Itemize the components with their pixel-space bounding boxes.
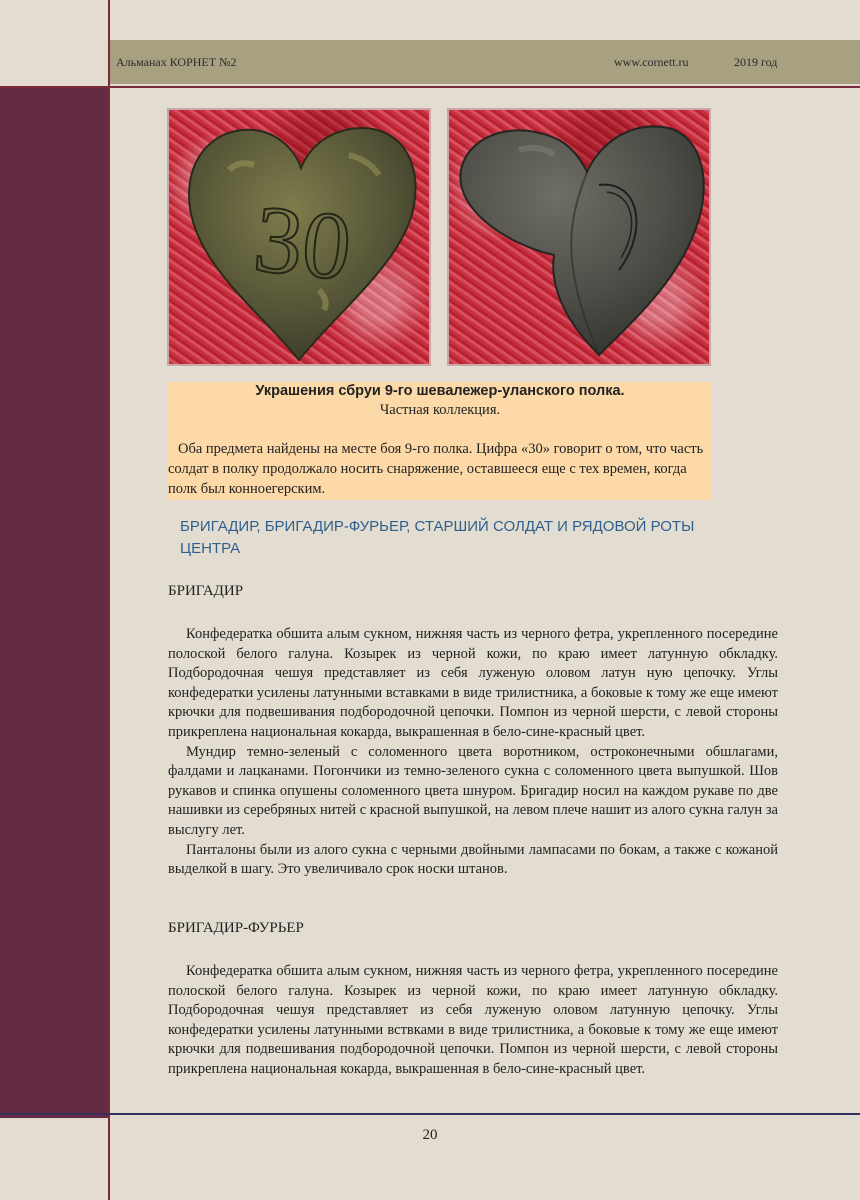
photo-heart-medallion-30 [167, 108, 431, 366]
paragraph: Конфедератка обшита алым сукном, нижняя часть из черного фетра, укрепленного посередине полоской белого галуна. Козырек из черной кожи, по краю имеет латунную обкладку. Подбородочная чешуя представляет из себя луженую оловом латунную цепочку. Углы конфедератки усилены латунными вствками в виде трилистника, а боковые к тому же еще имеют крючки для подвешивания подбородочной цепочки. Помпон из черной шерсти, с левой стороны прикреплена национальная кокарда, выкрашенная в бело-сине-красный цвет. [168, 963, 778, 1077]
section-title: БРИГАДИР, БРИГАДИР-ФУРЬЕР, СТАРШИЙ СОЛДАТ И РЯДОВОЙ РОТЫ ЦЕНТРА [180, 518, 695, 557]
photo-heart-medallion-crescent [447, 108, 711, 366]
header-divider [0, 86, 860, 88]
page-number: 20 [422, 1127, 438, 1143]
caption-body: Оба предмета найдены на месте боя 9-го полка. Цифра «30» говорит о том, что часть солдат в полку продолжало носить снаряжение, оставшееся еще с тех времен, когда полк был конноегерским. [168, 441, 704, 497]
sidebar-band [0, 88, 110, 1118]
header-year: 2019 год [734, 55, 778, 69]
caption-subtitle: Частная коллекция. [379, 402, 501, 418]
site-url[interactable]: www.cornett.ru [614, 55, 689, 69]
brigadier-text [168, 625, 778, 880]
photo-caption [168, 382, 712, 500]
caption-title: Украшения сбруи 9-го шевалежер-уланского полка. [255, 383, 625, 399]
paragraph: Конфедератка обшита алым сукном, нижняя часть из черного фетра, укрепленного посередине полоской белого галуна. Козырек из черной кожи, по краю имеет латунную обкладку. Подбородочная чешуя представляет из себя луженую оловом латун ную цепочку. Углы конфедератки усилены латунными вставками в виде трилистника, а боковые к тому же еще имеют крючки для подвешивания подбородочной цепочки. Помпон из черной шерсти, с левой стороны прикреплена национальная кокарда, выкрашенная в бело-сине-красный цвет. [168, 626, 778, 740]
almanac-title: Альманах КОРНЕТ №2 [116, 55, 237, 69]
heading-brigadier-fourrier: БРИГАДИР-ФУРЬЕР [168, 920, 304, 936]
heading-brigadier: БРИГАДИР [168, 583, 244, 599]
corner-box [0, 0, 110, 88]
brigadier-fourrier-text [168, 962, 778, 1080]
footer-divider [0, 1113, 860, 1115]
engraving-30-text: 30 [249, 184, 357, 301]
paragraph: Мундир темно-зеленый с соломенного цвета воротником, остроконечными обшлагами, фалдами и лацканами. Погончики из темно-зеленого сукна с соломенного цвета выпушкой. Шов рукавов и спинка опушены соломенного цвета шнуром. Бригадир носил на каждом рукаве по две нашивки из серебряных нитей с красной выпушкой, на левом плече нашит из алого сукна галун за выслугу лет. [168, 743, 778, 838]
paragraph: Панталоны были из алого сукна с черными двойными лампасами по бокам, а также с кожаной выделкой в шагу. Это увеличивало срок носки штанов. [168, 841, 778, 878]
